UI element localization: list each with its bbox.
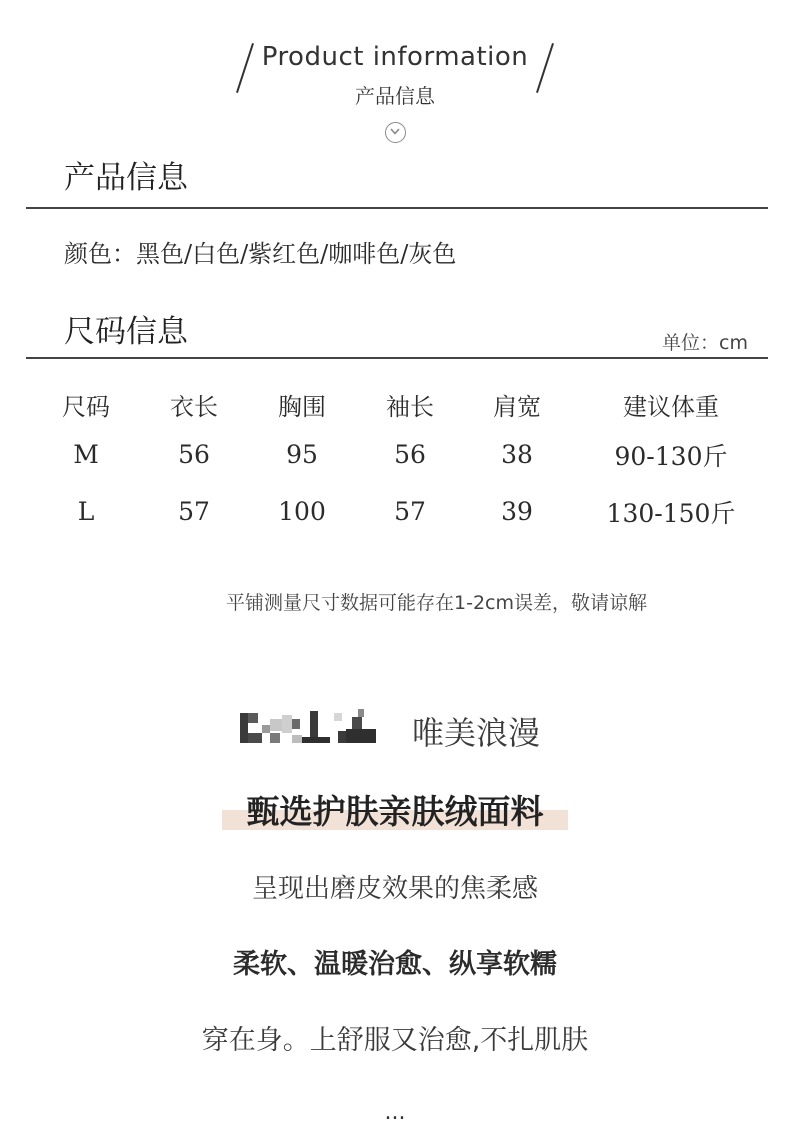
promo-line-1: 呈现出磨皮效果的焦柔感 xyxy=(251,874,538,904)
column-header: 尺码 xyxy=(62,392,110,421)
table-cell: 130-150斤 xyxy=(606,498,736,528)
table-row xyxy=(30,426,770,483)
size-info-title: 尺码信息 xyxy=(64,314,188,350)
measurement-note: 平铺测量尺寸数据可能存在1-2cm误差，敬请谅解 xyxy=(226,592,647,614)
header-banner xyxy=(0,38,790,148)
table-cell: 38 xyxy=(501,440,533,469)
column-header: 建议体重 xyxy=(623,392,719,421)
table-cell: 100 xyxy=(278,497,326,526)
promo-line-3: 穿在身。上舒服又治愈,不扎肌肤 xyxy=(201,1025,589,1056)
color-values: 黑色/白色/紫红色/咖啡色/灰色 xyxy=(136,240,457,268)
table-cell: 56 xyxy=(394,440,426,469)
table-cell: 39 xyxy=(501,497,533,526)
product-info-title: 产品信息 xyxy=(64,160,188,196)
unit-value: cm xyxy=(719,332,748,354)
table-cell: 57 xyxy=(178,497,210,526)
column-header: 胸围 xyxy=(278,392,326,421)
table-cell: 57 xyxy=(394,497,426,526)
column-header: 肩宽 xyxy=(493,392,541,421)
ellipsis: ... xyxy=(384,1100,406,1125)
table-row xyxy=(30,483,770,540)
table-cell: 56 xyxy=(178,440,210,469)
divider xyxy=(26,207,768,209)
header-title-en: Product information xyxy=(261,42,529,72)
unit-note xyxy=(662,328,748,355)
column-header: 衣长 xyxy=(170,392,218,421)
color-label: 颜色： xyxy=(64,240,136,268)
table-cell: M xyxy=(73,440,99,469)
table-cell: 90-130斤 xyxy=(614,441,728,471)
pixelated-brand-logo xyxy=(240,707,382,751)
column-header: 袖长 xyxy=(386,392,434,421)
table-cell: L xyxy=(77,497,95,526)
color-line xyxy=(64,234,456,269)
unit-label: 单位： xyxy=(662,332,720,354)
table-cell: 95 xyxy=(286,440,318,469)
divider xyxy=(26,357,768,359)
promo-headline: 甄选护肤亲肤绒面料 xyxy=(246,792,544,831)
table-header-row xyxy=(30,382,770,426)
chevron-down-circle-icon xyxy=(385,122,406,143)
header-title-cn: 产品信息 xyxy=(355,84,435,108)
promo-line-2: 柔软、温暖治愈、纵享软糯 xyxy=(233,949,557,980)
brand-tagline: 唯美浪漫 xyxy=(412,714,541,752)
size-table xyxy=(30,382,770,540)
